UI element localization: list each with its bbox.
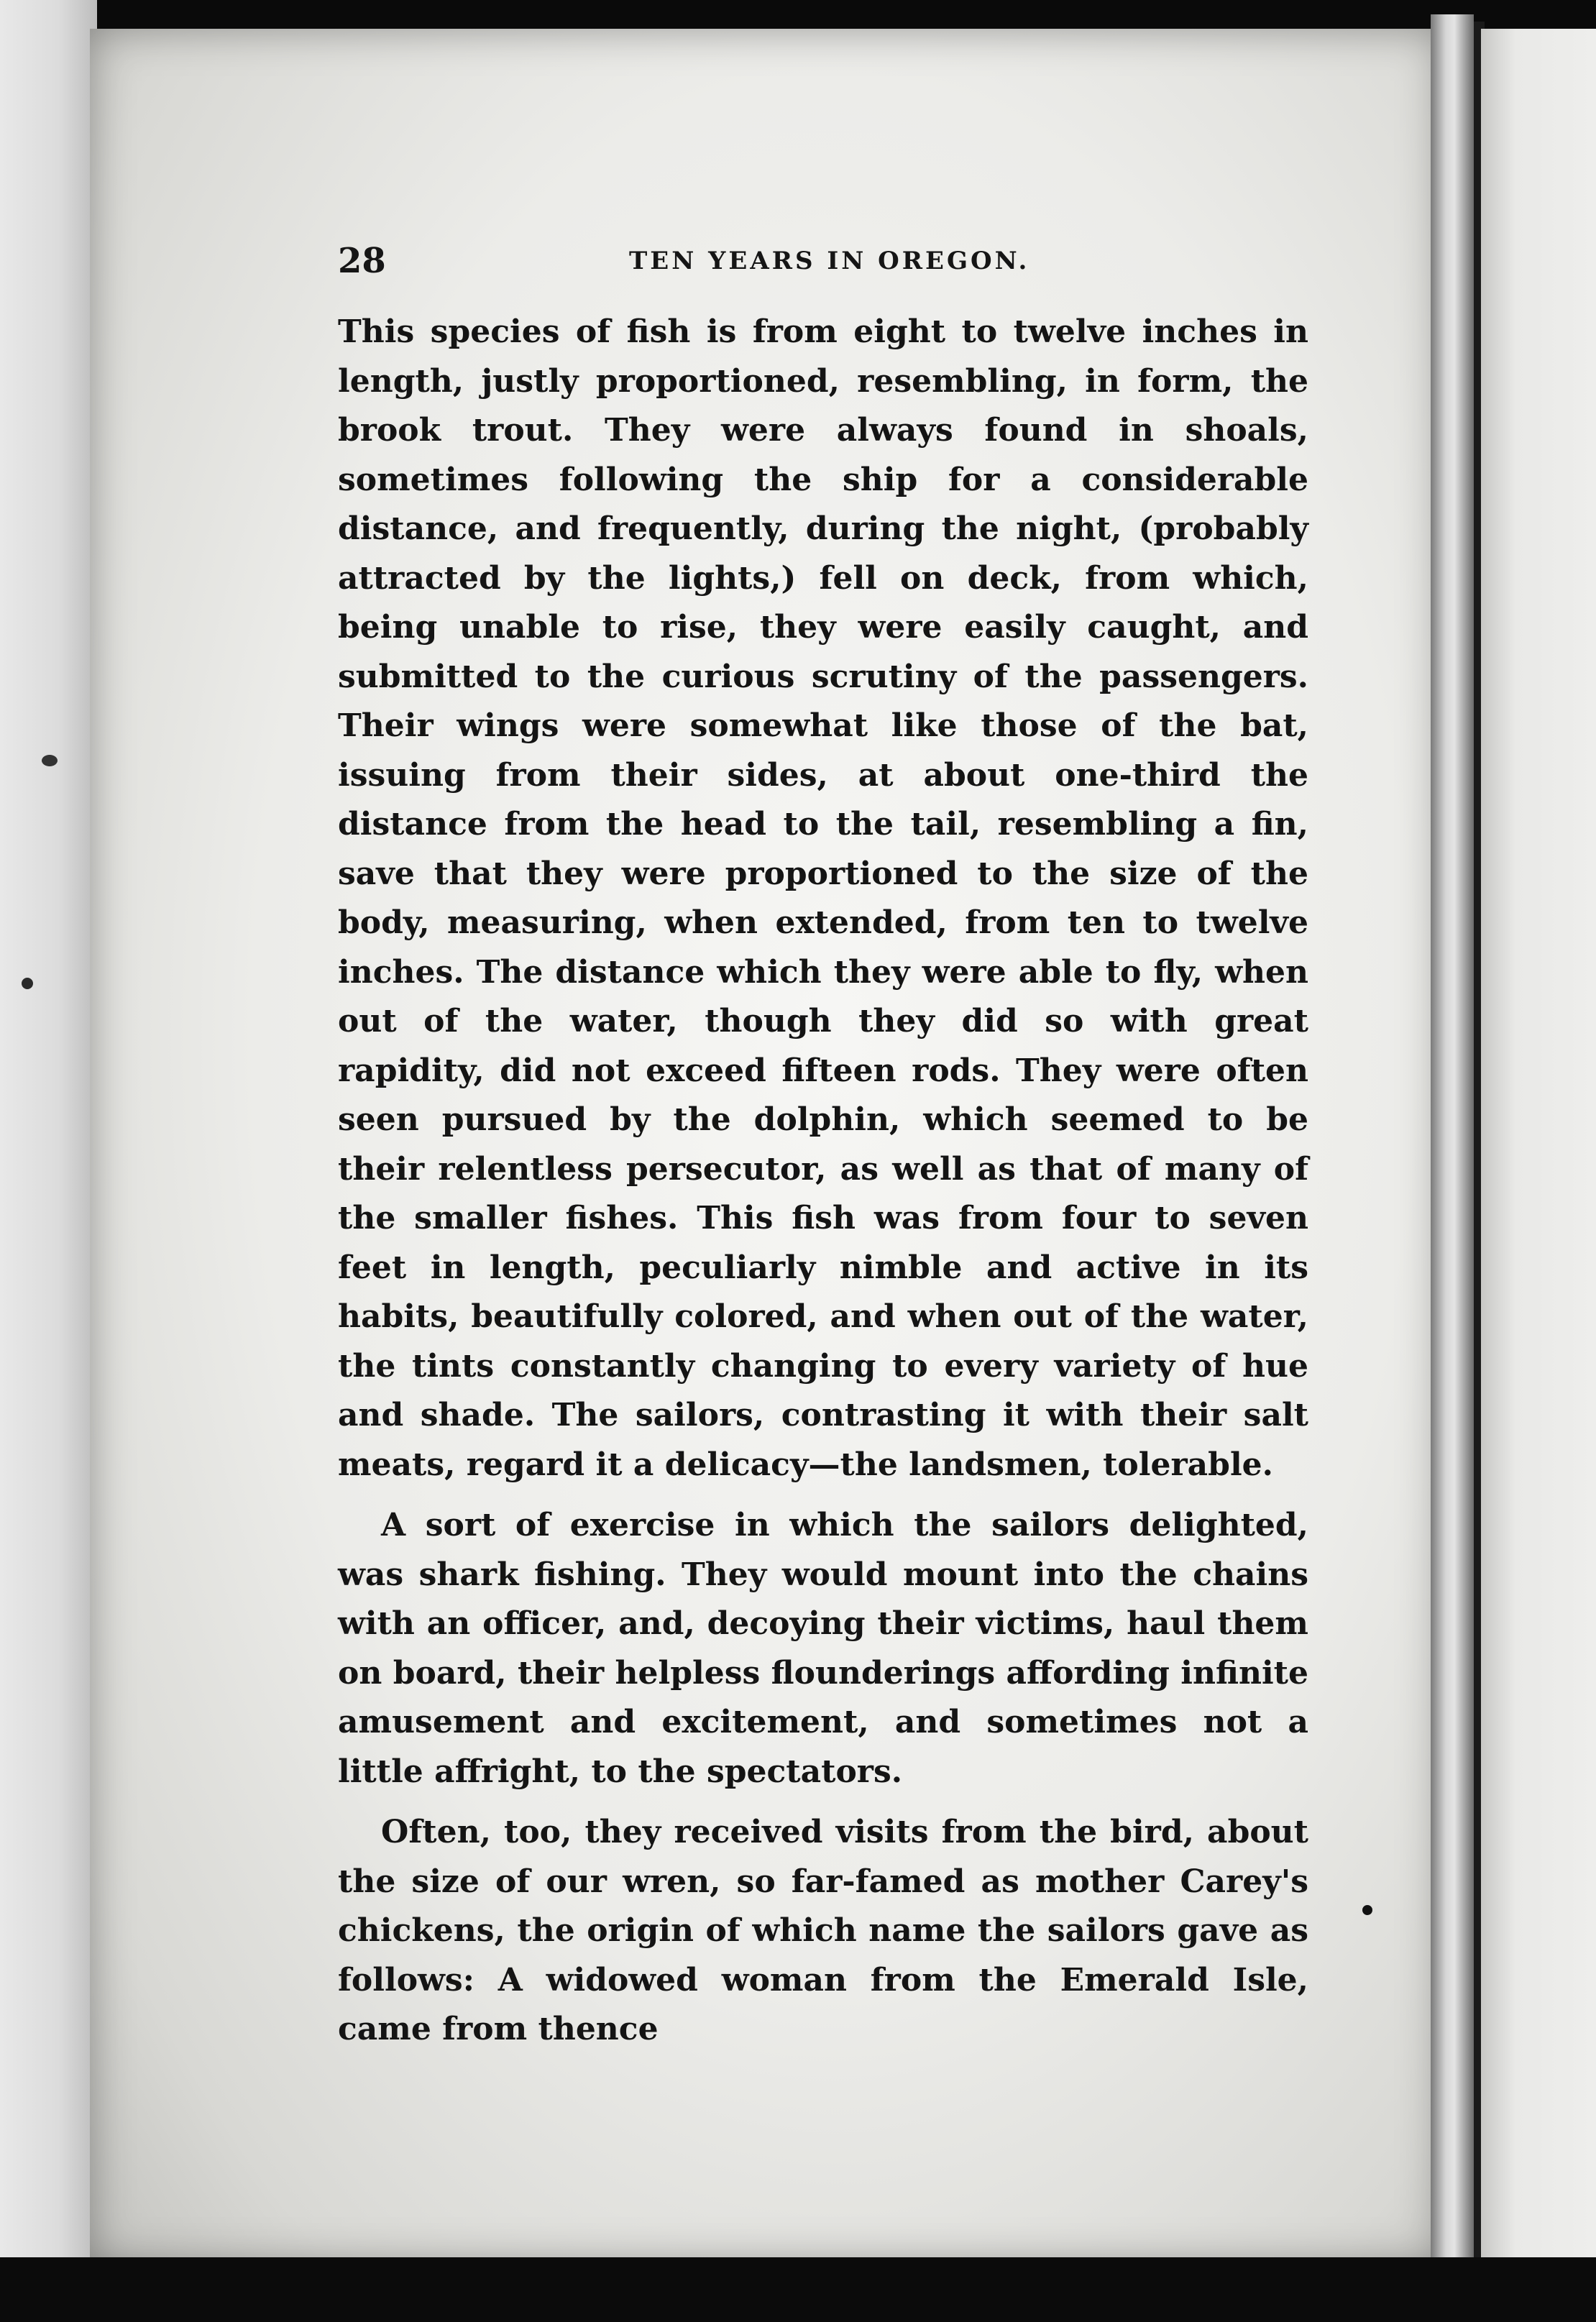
ink-speck	[1362, 1905, 1372, 1915]
running-title: TEN YEARS IN OREGON.	[629, 247, 1030, 275]
paragraph-flying-fish: This species of fish is from eight to twelve inches in length, justly proportioned, resembling, in form, the brook trout. They were always found in shoals, sometimes following the ship for a considerable distance, and frequently, during the night, (probably attracted by the lights,) fell on deck, from which, being unable to rise, they were easily caught, and submitted to the curious scrutiny of the passengers. Their wings were somewhat like those of the bat, issuing from their sides, at about one-third the distance from the head to the tail, resembling a fin, save that they were proportioned to the size of the body, measuring, when extended, from ten to twelve inches. The distance which they were able to fly, when out of the water, though they did so with great rapidity, did not exceed fifteen rods. They were often seen pursued by the dolphin, which seemed to be their relentless persecutor, as well as that of many of the smaller fishes. This fish was from four to seven feet in length, peculiarly nimble and active in its habits, beautifully colored, and when out of the water, the tints constantly changing to every variety of hue and shade. The sailors, contrasting it with their salt meats, regard it a delicacy—the landsmen, tolerable.	[338, 313, 1308, 1483]
paragraph-mother-careys-chickens: Often, too, they received visits from the bird, about the size of our wren, so far-famed as mother Carey's chickens, the origin of which name the sailors gave as follows: A widowed woman from the Emerald Isle, came from thence	[338, 1814, 1308, 2047]
body-text	[338, 308, 1308, 2055]
ink-speck	[22, 978, 33, 989]
facing-page-edge	[1481, 29, 1596, 2293]
scan-left-margin	[0, 0, 97, 2322]
page-header	[338, 241, 1373, 284]
page-edge	[1431, 14, 1474, 2300]
page-number: 28	[338, 241, 386, 281]
ink-speck	[42, 755, 58, 766]
paragraph-shark-fishing: A sort of exercise in which the sailors delighted, was shark fishing. They would mount into the chains with an officer, and, decoying their victims, haul them on board, their helpless flounderings affording infinite amusement and excitement, and sometimes not a little affright, to the spectators.	[338, 1507, 1308, 1790]
scan-bottom-edge	[0, 2257, 1596, 2322]
